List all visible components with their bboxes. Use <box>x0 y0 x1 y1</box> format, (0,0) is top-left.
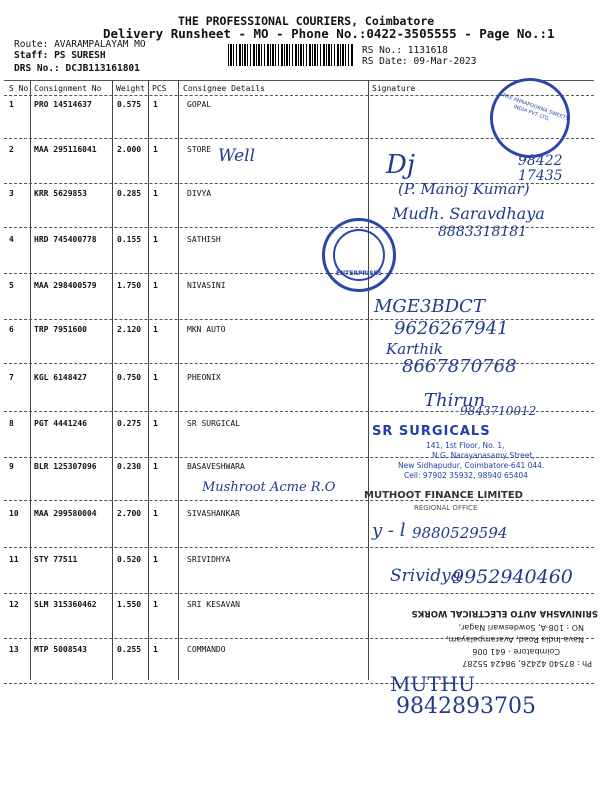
cell-weight: 2.120 <box>117 325 142 334</box>
handwritten-note: Mushroot Acme R.O <box>202 480 336 495</box>
barcode <box>228 44 354 66</box>
cell-consignee: SR SURGICAL <box>187 419 240 428</box>
handwritten-signature: Mudh. Saravdhaya <box>392 204 545 223</box>
rs-no-field <box>362 45 448 56</box>
cell-sno: 9 <box>9 462 14 471</box>
route-value: AVARAMPALAYAM MO <box>54 39 146 50</box>
cell-pcs: 1 <box>153 509 158 518</box>
drs-label: DRS No.: <box>14 63 60 74</box>
cell-consignee: BASAVESHWARA <box>187 462 245 471</box>
cell-weight: 0.230 <box>117 462 142 471</box>
cell-consignment: MAA 299580004 <box>34 509 97 518</box>
route-label: Route: <box>14 39 49 50</box>
cell-sno: 3 <box>9 189 14 198</box>
cell-pcs: 1 <box>153 462 158 471</box>
rs-no-label: RS No.: <box>362 45 403 56</box>
cell-consignee: SIVASHANKAR <box>187 509 240 518</box>
cell-consignee: STORE <box>187 145 212 154</box>
stamp-line: New Sidhapudur, Coimbatore-641 044. <box>398 461 545 470</box>
srinivasha-stamp <box>308 598 598 670</box>
handwritten-phone: 8883318181 <box>438 224 528 240</box>
cell-weight: 0.275 <box>117 419 142 428</box>
cell-pcs: 1 <box>153 645 158 654</box>
cell-pcs: 1 <box>153 555 158 564</box>
handwritten-signature: MGE3BDCT <box>374 296 485 317</box>
stamp-ring-text: SREE ANNAPOORNA SWEETS INDIA PVT. LTD. <box>498 91 570 123</box>
stamp-line: Cell: 97902 35932, 98940 65404 <box>404 471 528 480</box>
grid-col-line <box>178 80 179 680</box>
stamp-line: SRINIVASHA AUTO ELECTRICAL WORKS <box>411 608 598 618</box>
cell-consignee: SRIVIDHYA <box>187 555 231 564</box>
row-divider <box>4 547 594 548</box>
row-divider <box>4 593 594 594</box>
cell-consignment: MTP 5008543 <box>34 645 87 654</box>
cell-consignment: PRO 14514637 <box>34 100 92 109</box>
rs-date-field <box>362 56 476 67</box>
cell-sno: 11 <box>9 555 19 564</box>
handwritten-signature: Thirun <box>424 390 486 411</box>
rs-no-value: 1131618 <box>407 45 448 56</box>
cell-weight: 0.285 <box>117 189 142 198</box>
grid-top-line <box>4 80 594 81</box>
signature-mark: Dj <box>386 150 415 180</box>
cell-sno: 10 <box>9 509 19 518</box>
handwritten-phone: 9842893705 <box>396 694 536 719</box>
cell-consignee: MKN AUTO <box>187 325 226 334</box>
cell-sno: 4 <box>9 235 14 244</box>
row-divider <box>4 683 594 684</box>
cell-pcs: 1 <box>153 189 158 198</box>
cell-pcs: 1 <box>153 100 158 109</box>
enterprises-stamp <box>322 218 396 292</box>
stamp-line: Ph : 87540 42426, 98424 55287 <box>462 659 592 668</box>
col-consignment: Consignment No <box>34 84 102 93</box>
cell-consignment: HRD 745400778 <box>34 235 97 244</box>
cell-weight: 2.000 <box>117 145 142 154</box>
col-signature: Signature <box>372 84 416 93</box>
cell-consignment: SLM 315360462 <box>34 600 97 609</box>
cell-consignee: DIVYA <box>187 189 212 198</box>
cell-weight: 0.520 <box>117 555 142 564</box>
handwritten-note: Well <box>218 146 256 166</box>
grid-col-line <box>112 80 113 680</box>
col-weight: Weight <box>116 84 145 93</box>
handwritten-signature: Srividya <box>390 566 461 586</box>
handwritten-phone: 9843710012 <box>460 404 537 418</box>
grid-col-line <box>148 80 149 680</box>
cell-weight: 0.255 <box>117 645 142 654</box>
cell-sno: 2 <box>9 145 14 154</box>
cell-pcs: 1 <box>153 281 158 290</box>
cell-sno: 7 <box>9 373 14 382</box>
sr-surgicals-stamp-title: SR SURGICALS <box>372 424 491 439</box>
cell-sno: 8 <box>9 419 14 428</box>
cell-consignee: SRI KESAVAN <box>187 600 240 609</box>
runsheet-subtitle: Delivery Runsheet - MO - Phone No.:0422-3505555 - Page No.:1 <box>103 26 555 41</box>
cell-consignment: KRR 5629853 <box>34 189 87 198</box>
cell-sno: 1 <box>9 100 14 109</box>
handwritten-name: Karthik <box>386 340 443 358</box>
cell-sno: 6 <box>9 325 14 334</box>
stamp-line: Coimbatore - 641 006 <box>472 647 560 656</box>
cell-consignment: PGT 4441246 <box>34 419 87 428</box>
cell-weight: 1.550 <box>117 600 142 609</box>
stamp-line: NO : 108-A, Sowdeswari Nagar, <box>458 623 584 632</box>
cell-pcs: 1 <box>153 373 158 382</box>
signature-mark: y - l <box>372 520 406 541</box>
rs-date-label: RS Date: <box>362 56 408 67</box>
col-consignee: Consignee Details <box>183 84 265 93</box>
cell-consignment: TRP 7951600 <box>34 325 87 334</box>
cell-weight: 0.575 <box>117 100 142 109</box>
handwritten-name: MUTHU <box>390 672 475 696</box>
col-pcs: PCS <box>152 84 167 93</box>
staff-value: PS SURESH <box>54 50 106 61</box>
handwritten-phone: 98422 17435 <box>518 153 563 184</box>
runsheet-title: THE PROFESSIONAL COURIERS, Coimbatore <box>178 14 435 28</box>
cell-pcs: 1 <box>153 235 158 244</box>
cell-consignee: GOPAL <box>187 100 212 109</box>
cell-consignee: PHEONIX <box>187 373 221 382</box>
handwritten-name: (P. Manoj Kumar) <box>398 180 530 198</box>
handwritten-phone: 9880529594 <box>412 524 508 542</box>
cell-consignment: KGL 6148427 <box>34 373 87 382</box>
cell-weight: 1.750 <box>117 281 142 290</box>
cell-consignment: BLR 125307096 <box>34 462 97 471</box>
handwritten-phone: 8667870768 <box>402 356 517 377</box>
cell-consignee: COMMANDO <box>187 645 226 654</box>
grid-col-line <box>30 80 31 680</box>
handwritten-phone: 9626267941 <box>394 318 509 339</box>
row-divider <box>4 273 594 274</box>
cell-consignee: NIVASINI <box>187 281 226 290</box>
stamp-line: Nava India Road, Avarampalayam, <box>445 635 584 644</box>
grid-col-line <box>368 80 369 680</box>
cell-weight: 2.700 <box>117 509 142 518</box>
col-sno: S No <box>9 84 29 93</box>
cell-weight: 0.155 <box>117 235 142 244</box>
cell-pcs: 1 <box>153 325 158 334</box>
cell-consignment: MAA 298400579 <box>34 281 97 290</box>
staff-field <box>14 50 106 61</box>
cell-pcs: 1 <box>153 600 158 609</box>
muthoot-stamp: MUTHOOT FINANCE LIMITED <box>364 490 523 501</box>
rs-date-value: 09-Mar-2023 <box>413 56 477 67</box>
muthoot-stamp-sub: REGIONAL OFFICE <box>414 504 478 512</box>
stamp-line: 141, 1st Floor, No. 1, <box>426 441 505 450</box>
cell-sno: 12 <box>9 600 19 609</box>
cell-pcs: 1 <box>153 145 158 154</box>
cell-consignment: STY 77511 <box>34 555 78 564</box>
handwritten-phone: 9952940460 <box>452 566 573 588</box>
stamp-ring-text: ENTERPRISES <box>336 270 382 277</box>
cell-consignee: SATHISH <box>187 235 221 244</box>
drs-value: DCJB113161801 <box>65 63 140 74</box>
staff-label: Staff: <box>14 50 49 61</box>
cell-sno: 5 <box>9 281 14 290</box>
cell-weight: 0.750 <box>117 373 142 382</box>
cell-pcs: 1 <box>153 419 158 428</box>
cell-consignment: MAA 295116041 <box>34 145 97 154</box>
stamp-line: N.G. Narayanasamy Street, <box>432 451 535 460</box>
route-field <box>14 39 146 50</box>
drs-field <box>14 63 140 74</box>
cell-sno: 13 <box>9 645 19 654</box>
